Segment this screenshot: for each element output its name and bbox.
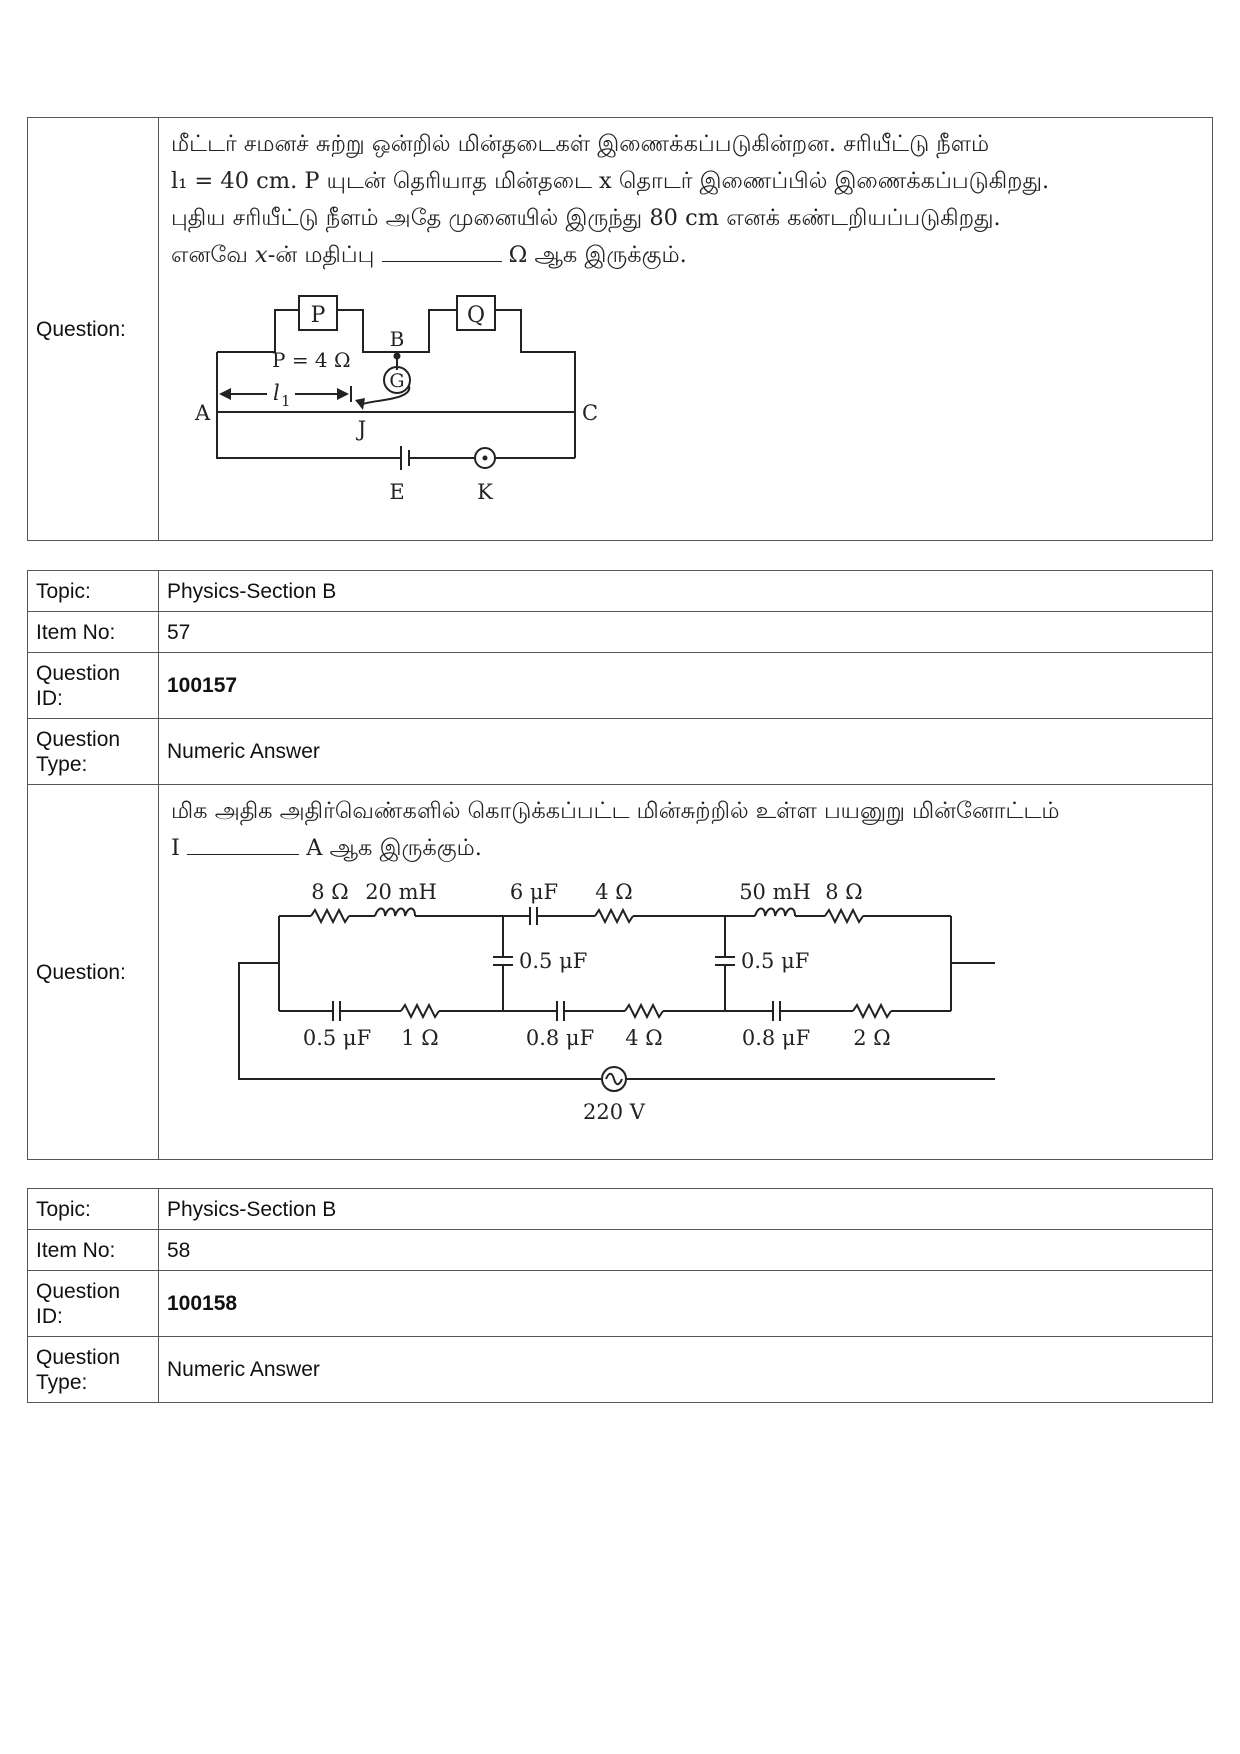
label-j: J — [357, 417, 367, 441]
label-b: B — [389, 327, 405, 351]
label-c-b2: 0.8 μF — [525, 1026, 595, 1050]
question-type-label: Question Type: — [28, 719, 159, 785]
question-id-label: Question ID: — [28, 653, 159, 719]
label-r1: 8 Ω — [311, 880, 349, 904]
label-k: K — [477, 480, 493, 504]
label-a: A — [195, 401, 211, 425]
question-block-58 — [27, 1188, 1213, 1403]
topic-value: Physics-Section B — [159, 1189, 1213, 1230]
question-label: Question: — [28, 118, 159, 541]
label-c-mid2: 0.5 μF — [741, 949, 810, 973]
label-r2: 4 Ω — [595, 880, 633, 904]
item-label: Item No: — [28, 1230, 159, 1271]
label-c: C — [582, 401, 599, 425]
label-c1: 6 μF — [509, 880, 559, 904]
label-e: E — [389, 480, 405, 504]
ac-circuit-diagram — [235, 867, 995, 1147]
question-line-1: மிக அதிக அதிர்வெண்களில் கொடுக்கப்பட்ட மின்சுற்றில் உள்ள பயனுறு மின்னோட்டம் — [171, 798, 1060, 824]
label-c-mid1: 0.5 μF — [519, 949, 588, 973]
question-id-value: 100158 — [159, 1271, 1213, 1337]
question-label: Question: — [28, 785, 159, 1160]
topic-label: Topic: — [28, 1189, 159, 1230]
item-value: 57 — [159, 612, 1213, 653]
meter-bridge-diagram — [177, 276, 617, 516]
label-l1: l — [273, 381, 280, 405]
question-line-3: புதிய சரியீட்டு நீளம் அதே முனையில் இருந்து 80 cm எனக் கண்டறியப்படுகிறது. — [171, 205, 1001, 231]
topic-value: Physics-Section B — [159, 571, 1213, 612]
label-c-b3: 0.8 μF — [741, 1026, 811, 1050]
question-type-value: Numeric Answer — [159, 719, 1213, 785]
answer-blank — [382, 247, 502, 262]
answer-blank — [187, 840, 299, 855]
label-r3: 8 Ω — [825, 880, 863, 904]
question-type-label: Question Type: — [28, 1337, 159, 1403]
label-r-b1: 1 Ω — [401, 1026, 439, 1050]
question-line-1: மீட்டர் சமனச் சுற்று ஒன்றில் மின்தடைகள் இணைக்கப்படுகின்றன. சரியீட்டு நீளம் — [171, 131, 990, 157]
label-p-value: P = 4 Ω — [272, 348, 351, 372]
label-l1-sub: 1 — [281, 392, 291, 410]
question-line-2: l₁ = 40 cm. P யுடன் தெரியாத மின்தடை x தொடர் இணைப்பில் இணைக்கப்படுகிறது. — [171, 168, 1050, 194]
label-g: G — [389, 370, 405, 392]
question-line-2: I A ஆக இருக்கும். — [171, 835, 482, 861]
label-p: P — [310, 303, 326, 328]
question-block-57 — [27, 570, 1213, 1160]
label-q: Q — [466, 303, 486, 328]
question-text — [167, 118, 1204, 274]
topic-label: Topic: — [28, 571, 159, 612]
item-value: 58 — [159, 1230, 1213, 1271]
question-block-56 — [27, 117, 1213, 541]
label-r-b3: 2 Ω — [853, 1026, 891, 1050]
item-label: Item No: — [28, 612, 159, 653]
label-l2: 50 mH — [739, 880, 811, 904]
question-id-value: 100157 — [159, 653, 1213, 719]
label-source: 220 V — [583, 1100, 645, 1124]
question-line-4: எனவே x-ன் மதிப்பு Ω ஆக இருக்கும். — [171, 242, 687, 268]
label-l1: 20 mH — [365, 880, 437, 904]
label-r-b2: 4 Ω — [625, 1026, 663, 1050]
label-c-b1: 0.5 μF — [302, 1026, 372, 1050]
question-id-label: Question ID: — [28, 1271, 159, 1337]
question-type-value: Numeric Answer — [159, 1337, 1213, 1403]
question-text — [167, 785, 1204, 867]
